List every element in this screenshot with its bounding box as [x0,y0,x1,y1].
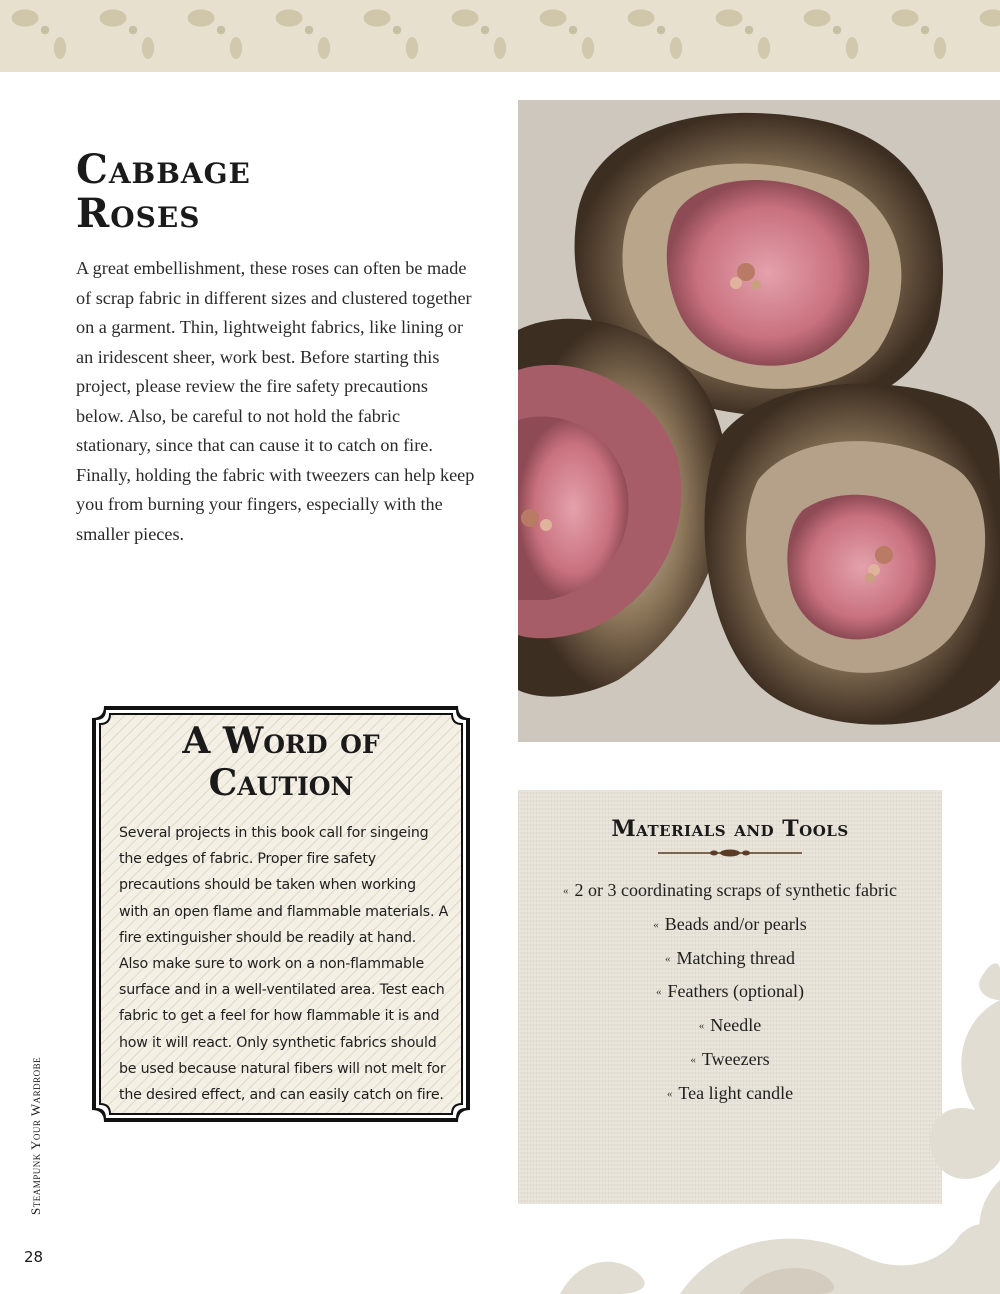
roses-illustration [518,100,1000,742]
bullet-icon: « [656,986,662,999]
caution-box [90,704,472,1124]
page-number: 28 [24,1248,44,1266]
ornamental-divider [658,848,802,858]
bullet-icon: « [666,1087,673,1100]
caution-title [90,720,472,804]
materials-list [518,874,942,1111]
title-line-2: Roses [76,190,201,237]
scroll-ornament [560,1205,1000,1294]
caution-title-line-1: A Word of [182,720,380,762]
list-item: « Feathers (optional) [656,981,804,1002]
intro-paragraph: A great embellishment, these roses can often be made of scrap fabric in different sizes and clustered together on a garment. Thin, lightweight fabrics, like lining or an iridescent sheer, work best. Before starting this project, please review the fire safety precautions below. Also, be careful to not hold the fabric stationary, since that can cause it to catch on fire. Finally, holding the fabric with tweezers can help keep you from burning your fingers, especially with the smaller pieces. [76,258,475,544]
list-item: « 2 or 3 coordinating scraps of synthetic fabric [563,880,897,900]
title-line-1: Cabbage [76,146,251,193]
materials-title: Materials and Tools [611,816,849,842]
rose-right [705,384,1000,725]
list-item: « Needle [698,1015,762,1036]
bullet-icon: « [563,885,569,897]
materials-panel [518,790,942,1204]
list-item: « Tea light candle [666,1082,794,1103]
page-title [76,148,476,236]
caution-body: Several projects in this book call for singeing the edges of fabric. Proper fire safety precautions should be taken when working with an open flame and flammable materials. A fire extinguisher should be readily at hand. Also make sure to work on a non-flammable surface and in a well-ventilated area. Test each fabric to get a feel for how flammable it is and how it will react. Only synthetic fabrics should be used because natural fibers will not melt for the desired effect, and can easily catch on fire. [119,825,449,1104]
bullet-icon: « [698,1020,705,1033]
caution-title-line-2: Caution [208,762,354,804]
damask-header-band [0,0,1000,72]
running-head: Steampunk Your Wardrobe [28,1056,43,1215]
cabbage-roses-photo [518,100,1000,742]
list-item: « Tweezers [690,1048,770,1069]
list-item: « Beads and/or pearls [653,913,807,934]
bullet-icon: « [690,1053,696,1066]
list-item: « Matching thread [665,947,795,968]
bullet-icon: « [653,918,659,931]
bullet-icon: « [665,952,671,965]
